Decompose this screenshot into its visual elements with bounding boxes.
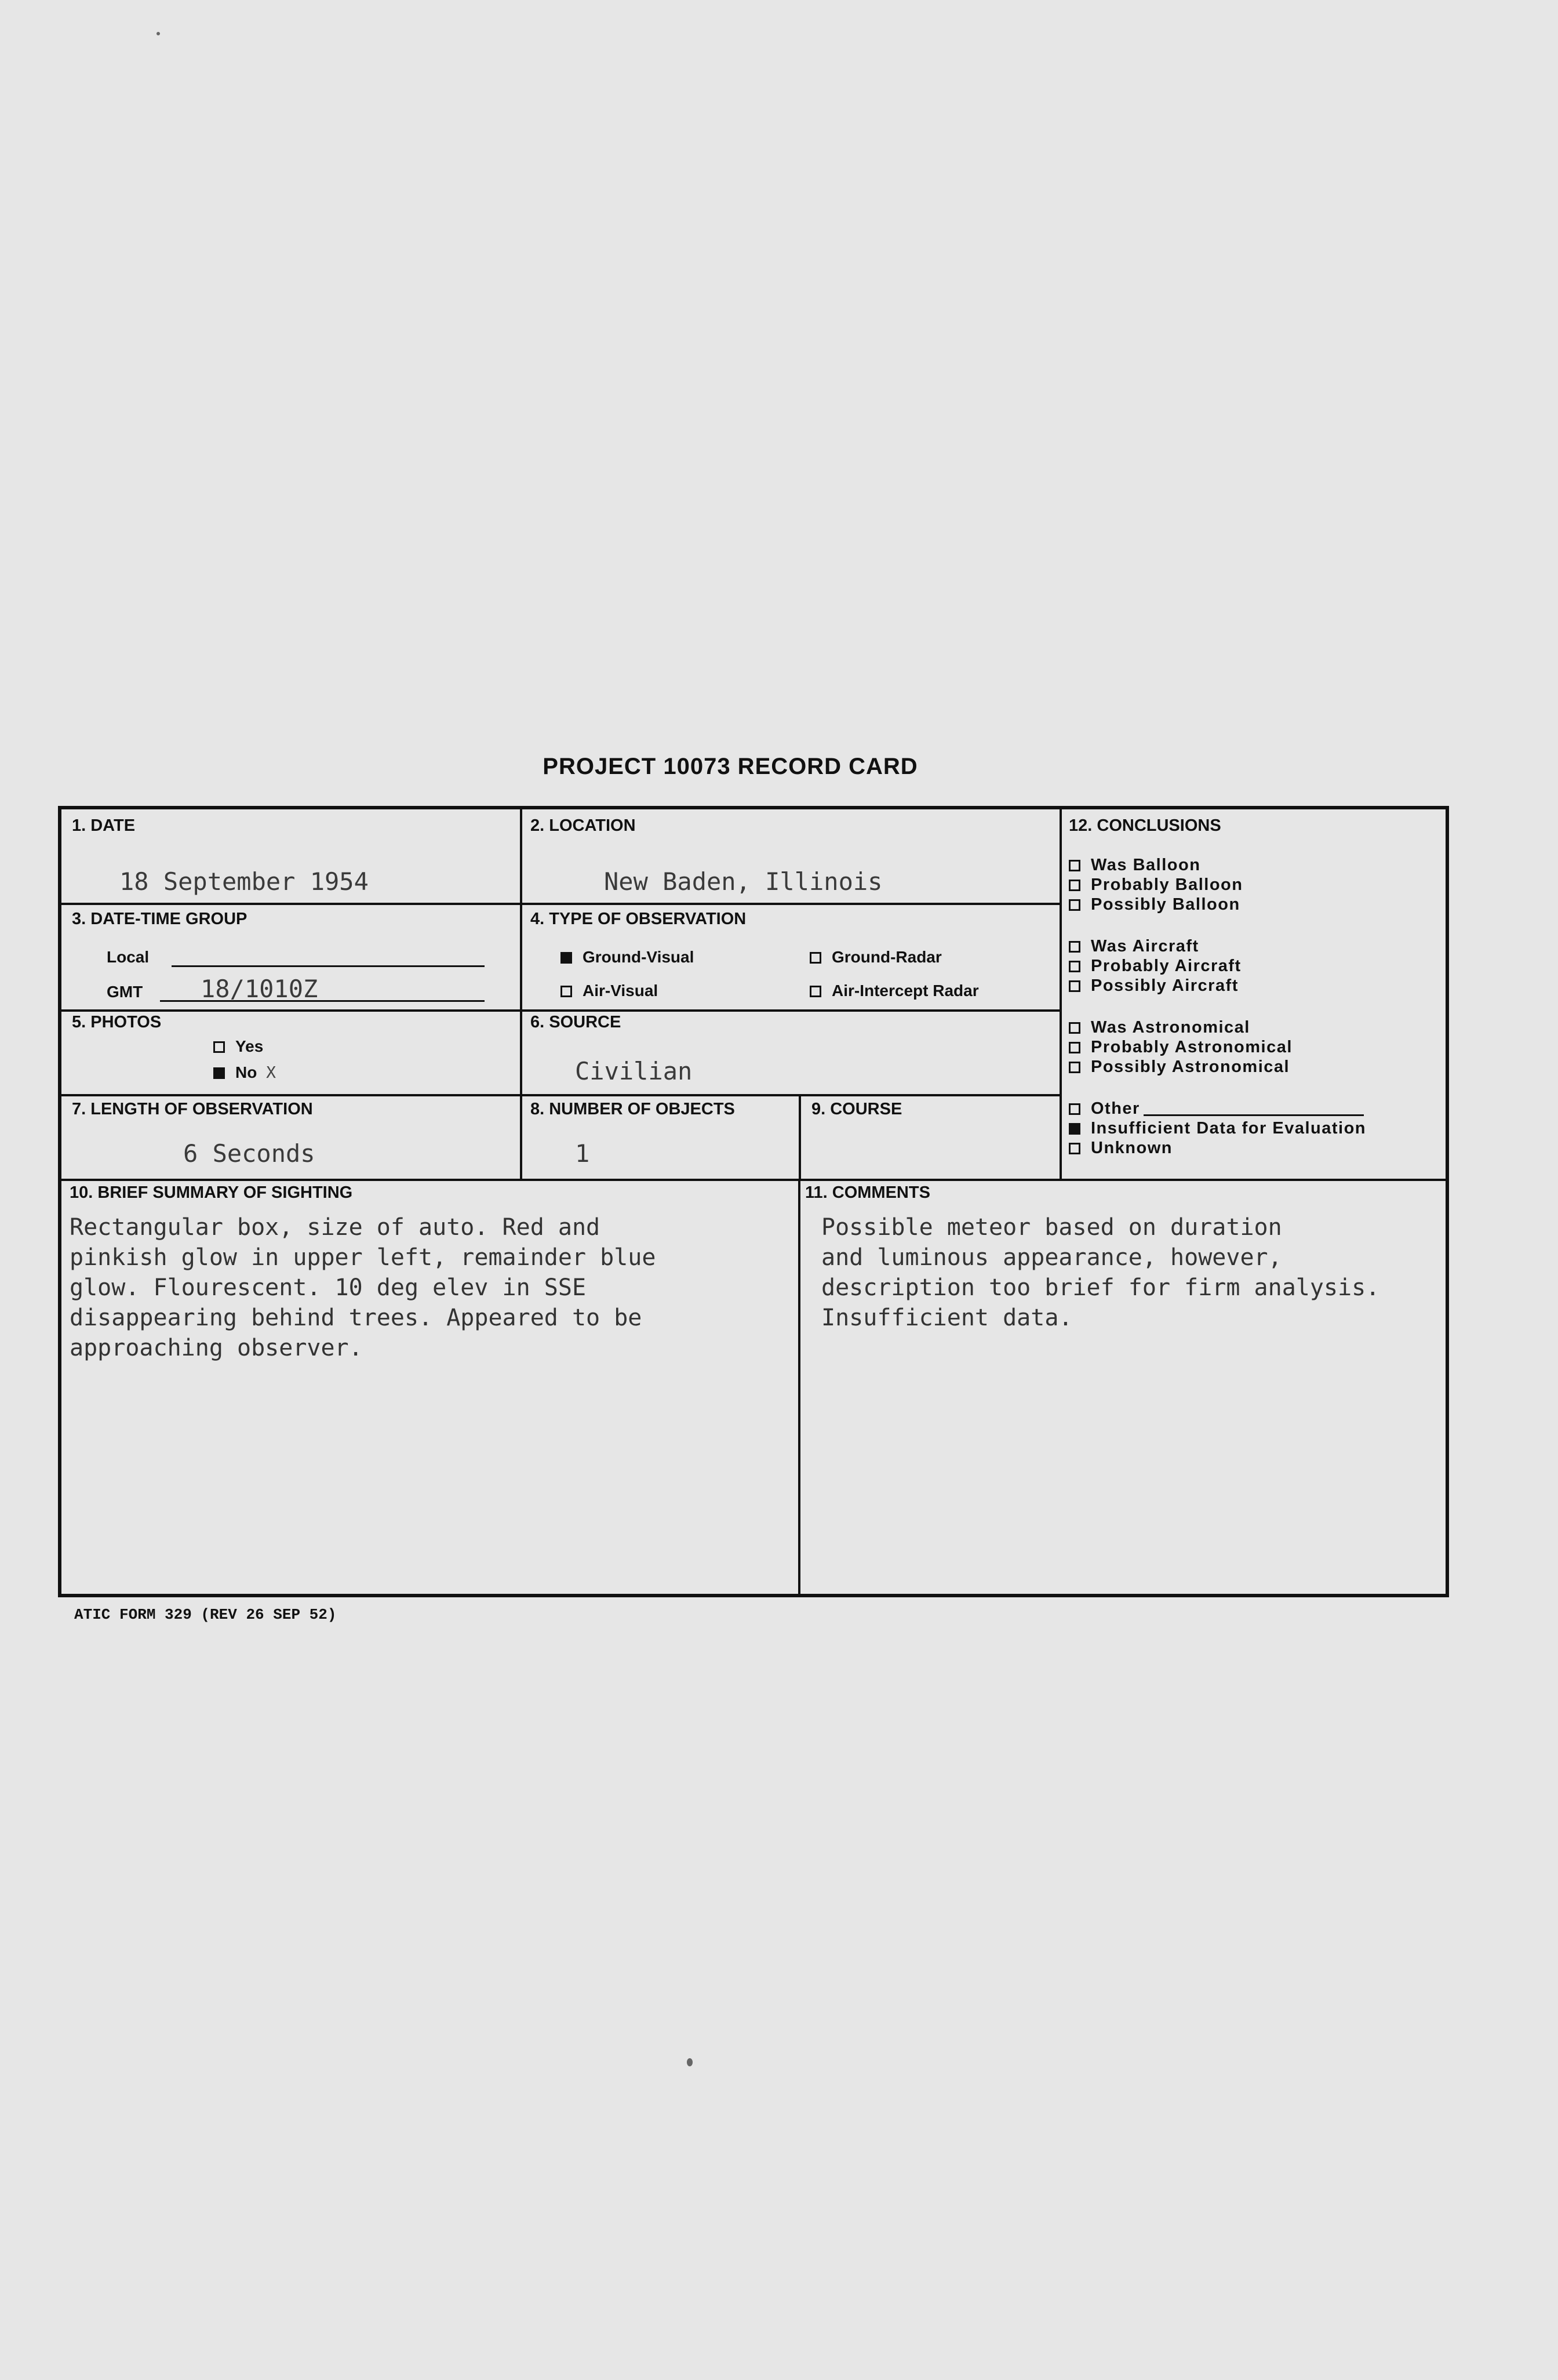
comments-line: Possible meteor based on duration xyxy=(821,1214,1282,1241)
summary-line: Rectangular box, size of auto. Red and xyxy=(70,1214,600,1241)
photos-label: 5. PHOTOS xyxy=(72,1013,162,1031)
scan-speck xyxy=(687,2058,693,2066)
checkbox-icon xyxy=(1069,1022,1080,1034)
date-value: 18 September 1954 xyxy=(119,867,369,896)
option-air-intercept-radar[interactable]: Air-Intercept Radar xyxy=(810,982,979,1000)
checkbox-icon xyxy=(1069,860,1080,871)
summary-line: glow. Flourescent. 10 deg elev in SSE xyxy=(70,1274,587,1301)
summary-line: approaching observer. xyxy=(70,1335,363,1361)
comments-line: and luminous appearance, however, xyxy=(821,1244,1282,1271)
conclusion-label: Probably Aircraft xyxy=(1091,957,1242,975)
checkbox-icon xyxy=(810,986,821,997)
option-ground-radar[interactable]: Ground-Radar xyxy=(810,948,942,966)
date-time-label: 3. DATE-TIME GROUP xyxy=(72,910,247,928)
conclusion-option[interactable] xyxy=(1069,1018,1250,1037)
source-value: Civilian xyxy=(575,1057,693,1085)
objects-cell xyxy=(520,1094,801,1181)
checkbox-icon xyxy=(560,952,572,964)
gmt-value: 18/1010Z xyxy=(201,975,318,1003)
conclusion-option[interactable] xyxy=(1069,895,1240,914)
conclusion-label: Was Balloon xyxy=(1091,856,1201,874)
gmt-label: GMT xyxy=(107,983,143,1001)
checkbox-icon xyxy=(1069,1123,1080,1135)
length-cell xyxy=(61,1094,522,1181)
conclusion-label: Other xyxy=(1091,1099,1140,1118)
option-ground-visual[interactable]: Ground-Visual xyxy=(560,948,694,966)
conclusion-label: Possibly Astronomical xyxy=(1091,1058,1290,1076)
objects-label: 8. NUMBER OF OBJECTS xyxy=(530,1100,735,1118)
summary-line: disappearing behind trees. Appeared to be xyxy=(70,1305,642,1331)
photos-no-mark: X xyxy=(266,1063,276,1082)
option-air-visual[interactable]: Air-Visual xyxy=(560,982,658,1000)
checkbox-icon xyxy=(1069,1042,1080,1053)
record-card xyxy=(58,806,1449,1597)
checkbox-icon xyxy=(1069,899,1080,911)
checkbox-icon xyxy=(1069,961,1080,972)
conclusion-option[interactable] xyxy=(1069,1099,1364,1118)
length-value: 6 Seconds xyxy=(183,1139,315,1168)
comments-label: 11. COMMENTS xyxy=(805,1183,930,1202)
card-title: PROJECT 10073 RECORD CARD xyxy=(543,754,918,779)
checkbox-icon xyxy=(1069,980,1080,992)
conclusions-cell xyxy=(1060,809,1446,1181)
conclusion-label: Was Aircraft xyxy=(1091,937,1199,955)
checkbox-icon xyxy=(560,986,572,997)
other-line xyxy=(1144,1114,1364,1116)
course-cell xyxy=(799,1094,1062,1181)
conclusion-option[interactable] xyxy=(1069,1038,1293,1057)
conclusion-label: Possibly Balloon xyxy=(1091,895,1240,914)
local-label: Local xyxy=(107,948,150,966)
checkbox-icon xyxy=(1069,880,1080,891)
checkbox-icon xyxy=(213,1067,225,1079)
objects-value: 1 xyxy=(575,1139,590,1168)
summary-line: pinkish glow in upper left, remainder blue xyxy=(70,1244,656,1271)
checkbox-icon xyxy=(1069,1062,1080,1073)
conclusion-option[interactable] xyxy=(1069,856,1200,875)
conclusion-label: Insufficient Data for Evaluation xyxy=(1091,1119,1366,1138)
photos-no[interactable]: No X xyxy=(213,1063,276,1082)
checkbox-icon xyxy=(1069,941,1080,953)
conclusion-label: Probably Balloon xyxy=(1091,875,1243,894)
location-cell xyxy=(520,809,1062,905)
conclusion-option[interactable] xyxy=(1069,875,1243,895)
conclusions-label: 12. CONCLUSIONS xyxy=(1069,816,1221,835)
conclusion-label: Possibly Aircraft xyxy=(1091,976,1239,995)
form-number: ATIC FORM 329 (REV 26 SEP 52) xyxy=(74,1606,337,1623)
source-cell xyxy=(520,1009,1062,1096)
conclusion-option[interactable] xyxy=(1069,976,1239,995)
location-value: New Baden, Illinois xyxy=(604,867,883,896)
date-cell xyxy=(61,809,522,905)
observation-type-label: 4. TYPE OF OBSERVATION xyxy=(530,910,747,928)
date-time-cell xyxy=(61,903,522,1012)
comments-line: description too brief for firm analysis. xyxy=(821,1274,1380,1301)
comments-text xyxy=(821,1212,1379,1333)
length-label: 7. LENGTH OF OBSERVATION xyxy=(72,1100,313,1118)
photos-yes[interactable]: Yes xyxy=(213,1037,263,1056)
summary-cell xyxy=(61,1179,800,1594)
date-label: 1. DATE xyxy=(72,816,136,835)
conclusion-label: Was Astronomical xyxy=(1091,1018,1250,1037)
checkbox-icon xyxy=(213,1041,225,1053)
checkbox-icon xyxy=(1069,1103,1080,1115)
course-label: 9. COURSE xyxy=(811,1100,902,1118)
conclusion-option[interactable] xyxy=(1069,937,1199,956)
photos-cell xyxy=(61,1009,522,1096)
conclusion-option[interactable] xyxy=(1069,1058,1290,1077)
location-label: 2. LOCATION xyxy=(530,816,636,835)
conclusion-label: Unknown xyxy=(1091,1139,1173,1157)
observation-type-cell xyxy=(520,903,1062,1012)
conclusion-option[interactable] xyxy=(1069,1119,1366,1138)
source-label: 6. SOURCE xyxy=(530,1013,621,1031)
gmt-line xyxy=(160,1000,485,1002)
summary-label: 10. BRIEF SUMMARY OF SIGHTING xyxy=(70,1183,353,1202)
conclusion-option[interactable] xyxy=(1069,957,1242,976)
conclusion-option[interactable] xyxy=(1069,1139,1173,1158)
comments-cell xyxy=(798,1179,1446,1594)
checkbox-icon xyxy=(810,952,821,964)
conclusion-label: Probably Astronomical xyxy=(1091,1038,1293,1056)
local-line xyxy=(172,965,485,967)
checkbox-icon xyxy=(1069,1143,1080,1154)
comments-line: Insufficient data. xyxy=(821,1305,1073,1331)
scan-speck xyxy=(156,32,160,35)
summary-text xyxy=(70,1212,656,1363)
